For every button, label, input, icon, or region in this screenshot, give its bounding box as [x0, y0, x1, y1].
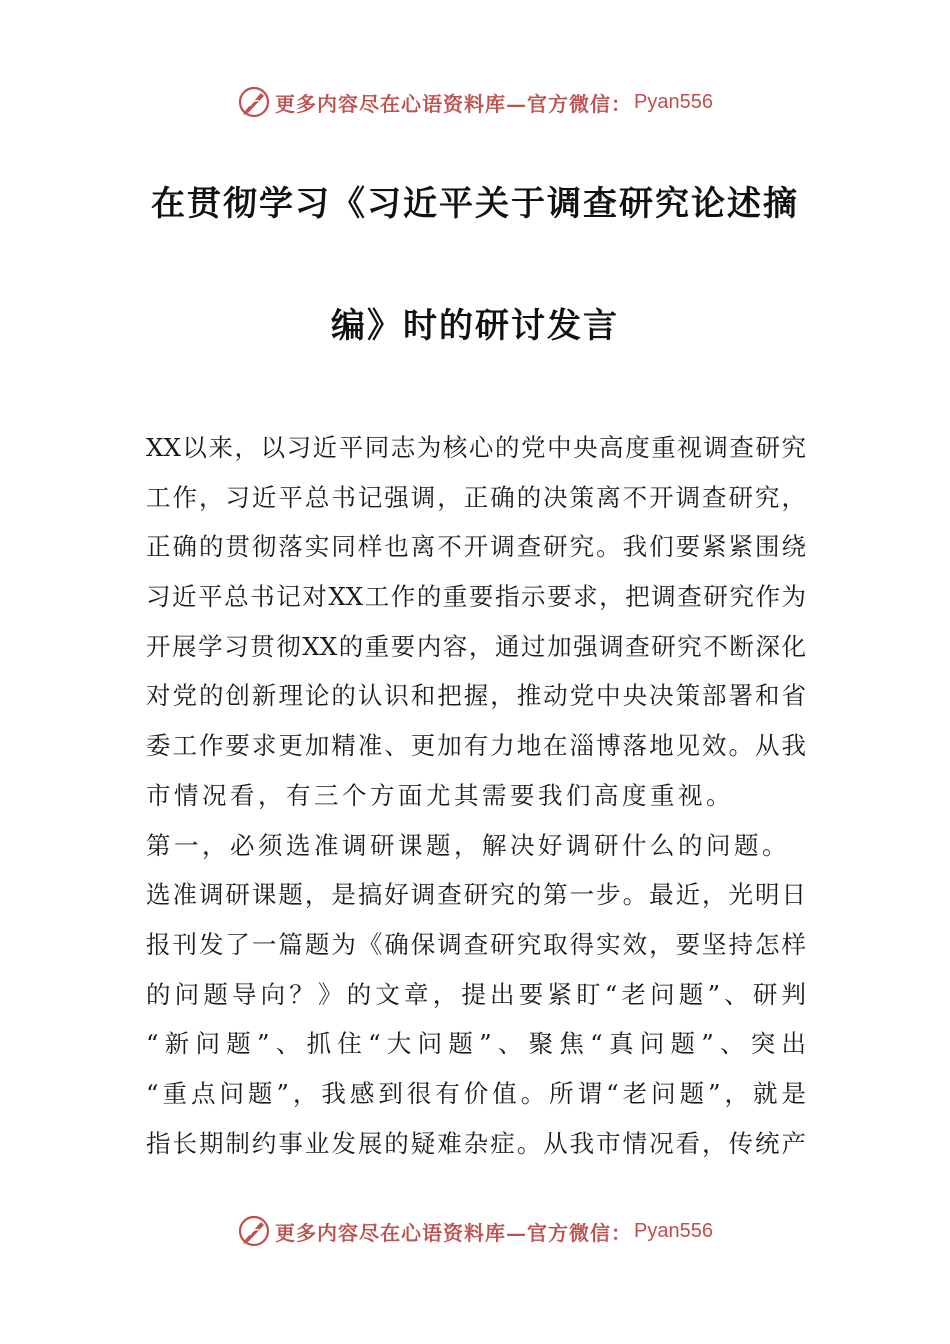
document-title-line-2: 编》时的研讨发言	[331, 306, 619, 346]
watermark-footer	[0, 1211, 950, 1251]
text-line: “重点问题”，我感到很有价值。所谓“老问题”，就是	[146, 1078, 806, 1108]
paragraph-heading-first	[146, 826, 806, 876]
text-line: 工作，习近平总书记强调，正确的决策离不开调查研究，	[146, 482, 806, 512]
text-line: 开展学习贯彻XX的重要内容，通过加强调查研究不断深化	[146, 631, 806, 661]
text-line: 指长期制约事业发展的疑难杂症。从我市情况看，传统产	[146, 1128, 806, 1158]
text-line: 选准调研课题，是搞好调查研究的第一步。最近，光明日	[146, 880, 806, 910]
pen-logo-icon	[237, 85, 271, 119]
text-line: 对党的创新理论的认识和把握，推动党中央决策部署和省	[146, 681, 806, 711]
document-title-line-1: 在贯彻学习《习近平关于调查研究论述摘	[151, 184, 799, 224]
watermark-text: 更多内容尽在心语资料库—官方微信：	[275, 1220, 633, 1245]
document-body	[146, 428, 806, 1173]
text-line: 的问题导向？》的文章，提出要紧盯“老问题”、研判	[146, 979, 806, 1009]
text-line: 报刊发了一篇题为《确保调查研究取得实效，要坚持怎样	[146, 929, 806, 959]
watermark-header	[0, 82, 950, 122]
paragraph-intro	[146, 428, 806, 826]
paragraph-topic-selection	[146, 875, 806, 1173]
watermark-wechat-id: Pyan556	[634, 90, 713, 113]
pen-logo-icon	[237, 1214, 271, 1248]
text-line: 正确的贯彻落实同样也离不开调查研究。我们要紧紧围绕	[146, 532, 806, 562]
text-line: XX以来，以习近平同志为核心的党中央高度重视调查研究	[146, 433, 806, 462]
text-line: 习近平总书记对XX工作的重要指示要求，把调查研究作为	[146, 582, 806, 612]
watermark-wechat-id: Pyan556	[634, 1219, 713, 1242]
watermark-text: 更多内容尽在心语资料库—官方微信：	[275, 91, 633, 116]
text-line: “新问题”、抓住“大问题”、聚焦“真问题”、突出	[146, 1029, 806, 1059]
text-line: 委工作要求更加精准、更加有力地在淄博落地见效。从我	[146, 731, 806, 761]
section-heading-line: 第一，必须选准调研课题，解决好调研什么的问题。	[146, 830, 790, 860]
text-line: 市情况看，有三个方面尤其需要我们高度重视。	[146, 780, 734, 810]
